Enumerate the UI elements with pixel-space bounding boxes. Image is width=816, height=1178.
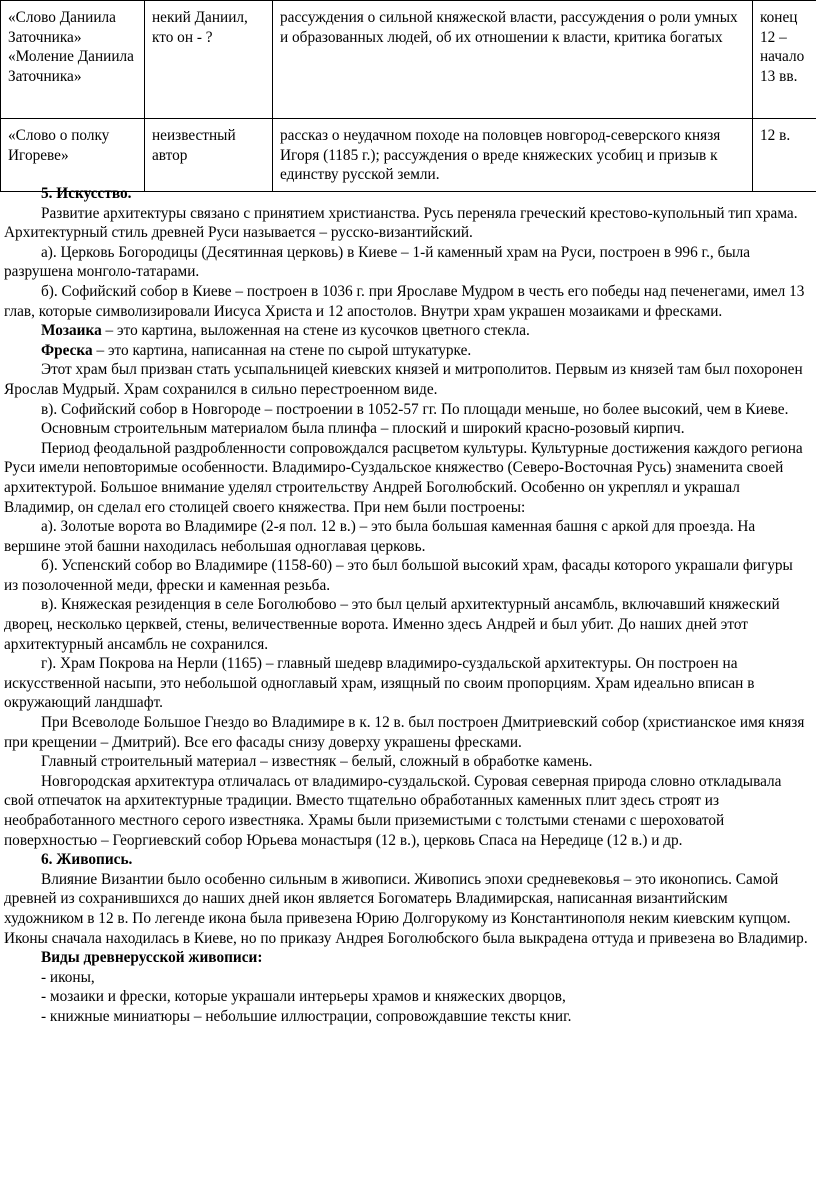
cell-date: конец 12 – начало 13 вв.: [753, 1, 816, 119]
definition-text: – это картина, написанная на стене по сырой штукатурке.: [92, 341, 472, 359]
paragraph: Влияние Византии было особенно сильным в живописи. Живопись эпохи средневековья – это иконопись. Самой древней из сохранившихся до наших дней икон является Богоматерь Владимирская, написанная византийским художником в 12 в. По легенде икона была привезена Юрию Долгорукому из Константинополя неким киевским купцом. Иконы сначала находилась в Киеве, но по приказу Андрея Боголюбского была выкрадена оттуда и привезена во Владимир.: [4, 870, 808, 947]
term-mosaic: Мозаика: [41, 322, 102, 340]
paragraph: Развитие архитектуры связано с принятием христианства. Русь переняла греческий крестово-купольный тип храма. Архитектурный стиль древней Руси называется – русско-византийский.: [4, 204, 798, 242]
definition-text: – это картина, выложенная на стене из кусочков цветного стекла.: [101, 322, 530, 340]
section-heading-art: 5. Искусство.: [41, 185, 132, 202]
definition-fresco: [4, 341, 810, 361]
paragraph: Главный строительный материал – известняк – белый, сложный в обработке камень.: [41, 753, 593, 771]
cell-work: «Слово о полку Игореве»: [1, 119, 145, 192]
types-heading: Виды древнерусской живописи:: [41, 949, 263, 967]
paragraph: г). Храм Покрова на Нерли (1165) – главный шедевр владимиро-суздальской архитектуры. Он построен на искусственной насыпи, это небольшой одноглавый храм, изящный по своим пропорциям. Храм идеально вписан в окружающий ландшафт.: [4, 655, 755, 712]
paragraph: б). Софийский собор в Киеве – построен в 1036 г. при Ярославе Мудром в честь его победы над печенегами, имел 13 глав, которые символизировали Иисуса Христа и 12 апостолов. Внутри храм украшен мозаиками и фресками.: [4, 282, 805, 320]
document-body: [0, 184, 810, 1027]
paragraph: Период феодальной раздробленности сопровождался расцветом культуры. Культурные достижения каждого региона Руси имели неповторимые особенности. Владимиро-Суздальское княжество (Северо-Восточная Русь) знаменита своей архитектурой. Большое внимание уделял строительству Андрей Боголюбский. Особенно он укреплял и украшал Владимир, он сделал его столицей своего княжества. При нем были построены:: [4, 439, 803, 516]
paragraph: Новгородская архитектура отличалась от владимиро-суздальской. Суровая северная природа словно откладывала свой отпечаток на архитектурные традиции. Вместо тщательно обработанных каменных плит здесь строят из необработанного местного серого известняка. Храмы были приземистыми с толстыми стенами с шероховатой поверхностью – Георгиевский собор Юрьева монастыря (12 в.), церковь Спаса на Нередице (12 в.) и др.: [4, 772, 782, 849]
list-item: - мозаики и фрески, которые украшали интерьеры храмов и княжеских дворцов,: [41, 988, 566, 1006]
table-row: [1, 119, 816, 192]
literature-table: [0, 0, 816, 192]
cell-content: рассуждения о сильной княжеской власти, рассуждения о роли умных и образованных людей, об их отношении к власти, критика богатых: [273, 1, 753, 119]
cell-content: рассказ о неудачном походе на половцев новгород-северского князя Игоря (1185 г.); рассуждения о вреде княжеских усобиц и призыв к единству русской земли.: [273, 119, 753, 192]
paragraph: в). Софийский собор в Новгороде – построении в 1052-57 гг. По площади меньше, но более высокий, чем в Киеве.: [41, 400, 789, 418]
paragraph: Этот храм был призван стать усыпальницей киевских князей и митрополитов. Первым из князей там был похоронен Ярослав Мудрый. Храм сохранился в сильно перестроенном виде.: [4, 361, 803, 398]
paragraph: в). Княжеская резиденция в селе Боголюбово – это был целый архитектурный ансамбль, включавший княжеский дворец, несколько церквей, стены, величественные ворота. Именно здесь Андрей и был убит. До наших дней этот архитектурный ансамбль не сохранился.: [4, 596, 780, 653]
cell-author: неизвестный автор: [145, 119, 273, 192]
list-item: - иконы,: [41, 968, 95, 986]
section-heading-painting: 6. Живопись.: [41, 851, 133, 869]
paragraph: При Всеволоде Большое Гнездо во Владимире в к. 12 в. был построен Дмитриевский собор (христианское имя князя при крещении – Дмитрий). Все его фасады снизу доверху украшены фресками.: [4, 714, 805, 751]
paragraph: Основным строительным материалом была плинфа – плоский и широкий красно-розовый кирпич.: [41, 420, 685, 438]
list-item: - книжные миниатюры – небольшие иллюстрации, сопровождавшие тексты книг.: [41, 1007, 572, 1025]
paragraph: а). Церковь Богородицы (Десятинная церковь) в Киеве – 1-й каменный храм на Руси, построен в 996 г., была разрушена монголо-татарами.: [4, 243, 751, 281]
table-row: [1, 1, 816, 119]
cell-work: «Слово Даниила Заточника» «Моление Даниила Заточника»: [1, 1, 145, 119]
paragraph: б). Успенский собор во Владимире (1158-60) – это был большой высокий храм, фасады которого украшали фигуры из позолоченной меди, фрески и каменная резьба.: [4, 557, 793, 594]
term-fresco: Фреска: [41, 341, 93, 359]
cell-author: некий Даниил, кто он - ?: [145, 1, 273, 119]
definition-mosaic: [4, 321, 810, 341]
paragraph: а). Золотые ворота во Владимире (2-я пол. 12 в.) – это была большая каменная башня с аркой для проезда. На вершине этой башни находилась небольшая одноглавая церковь.: [4, 518, 756, 555]
cell-date: 12 в.: [753, 119, 816, 192]
